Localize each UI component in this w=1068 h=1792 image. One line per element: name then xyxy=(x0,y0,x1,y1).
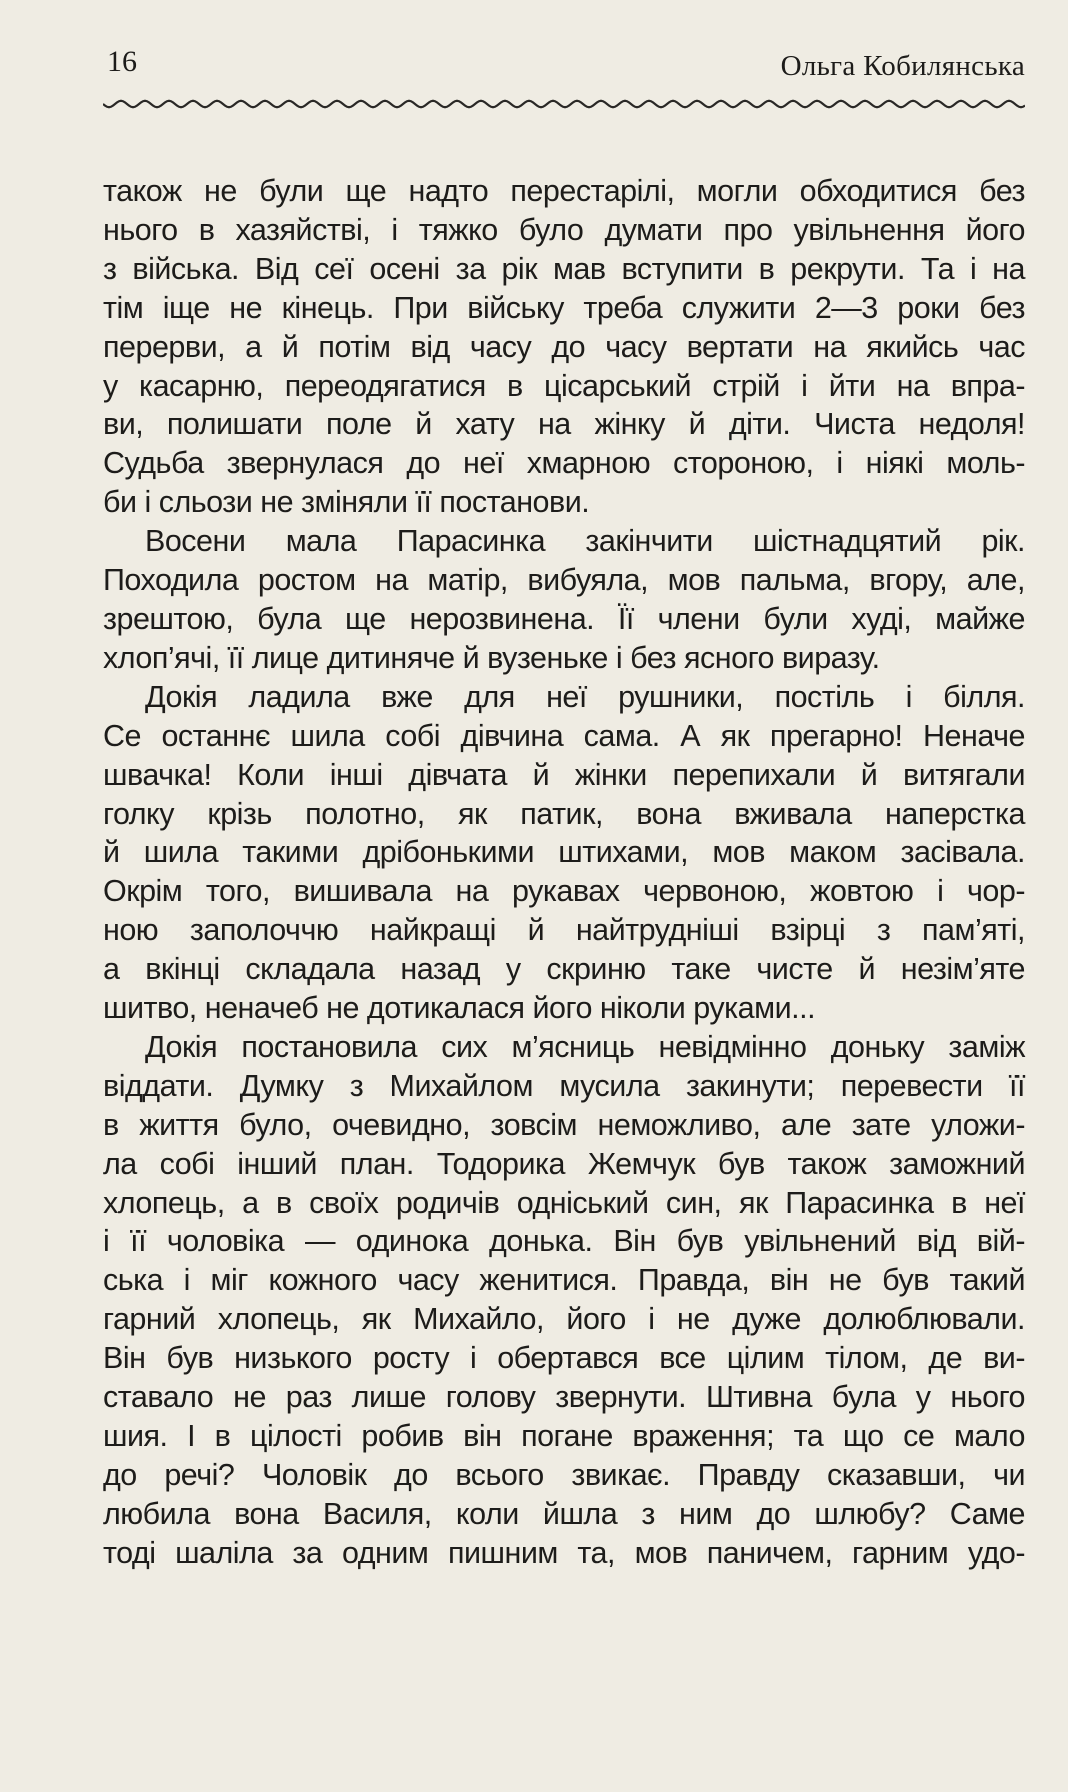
paragraph xyxy=(103,172,1025,522)
text-line: шитво, неначеб не дотикалася його ніколи руками... xyxy=(103,991,816,1026)
text-line: в життя було, очевидно, зовсім неможливо, але зате уложи- xyxy=(103,1107,1025,1142)
text-line: й шила такими дрібонькими штихами, мов маком засівала. xyxy=(103,835,1025,870)
text-line: гарний хлопець, як Михайло, його і не дуже долюблювали. xyxy=(103,1302,1025,1337)
text-line: Восени мала Парасинка закінчити шістнадцятий рік. xyxy=(145,524,1025,559)
body-text xyxy=(103,172,1025,1573)
text-line: ська і міг кожного часу женитися. Правда, він не був такий xyxy=(103,1263,1025,1298)
text-line: нього в хазяйстві, і тяжко було думати про увільнення його xyxy=(103,212,1025,247)
decorative-wave-rule xyxy=(103,92,1025,116)
text-line: тоді шаліла за одним пишним та, мов паничем, гарним удо- xyxy=(103,1535,1025,1570)
paragraph xyxy=(103,1028,1025,1573)
text-line: голку крізь полотно, як патик, вона вживала наперстка xyxy=(103,796,1025,831)
paragraph xyxy=(103,678,1025,1028)
text-line: хлопець, а в своїх родичів одніський син, як Парасинка в неї xyxy=(103,1185,1025,1220)
text-line: віддати. Думку з Михайлом мусила закинути; перевести її xyxy=(103,1068,1025,1103)
text-line: швачка! Коли інші дівчата й жінки перепихали й витягали xyxy=(103,757,1025,792)
text-line: тім іще не кінець. При війську треба служити 2—3 роки без xyxy=(103,290,1025,325)
page-number: 16 xyxy=(107,45,137,78)
text-line: любила вона Василя, коли йшла з ним до шлюбу? Саме xyxy=(103,1496,1025,1531)
paragraph xyxy=(103,522,1025,678)
text-line: Се останнє шила собі дівчина сама. А як прегарно! Неначе xyxy=(103,718,1025,753)
text-line: Окрім того, вишивала на рукавах червоною, жовтою і чор- xyxy=(103,874,1025,909)
text-line: шия. І в цілості робив він погане враження; та що се мало xyxy=(103,1419,1025,1453)
text-line: Докія постановила сих м’ясниць невідмінно доньку заміж xyxy=(145,1029,1025,1064)
text-line: ставало не раз лише голову звернути. Штивна була у нього xyxy=(103,1380,1025,1415)
text-line: зрештою, була ще нерозвинена. Її члени були худі, майже xyxy=(103,601,1025,636)
text-line: перерви, а й потім від часу до часу вертати на якийсь час xyxy=(103,329,1025,364)
text-line: ною заполоччю найкращі й найтрудніші взірці з пам’яті, xyxy=(103,913,1025,948)
text-line: хлоп’ячі, її лице дитиняче й вузеньке і без ясного виразу. xyxy=(103,640,880,675)
text-line: і її чоловіка — одинока донька. Він був увільнений від вій- xyxy=(103,1224,1025,1259)
text-line: з війська. Від сеї осені за рік мав вступити в рекрути. Та і на xyxy=(103,251,1025,286)
text-line: у касарню, переодягатися в цісарський стрій і йти на впра- xyxy=(103,368,1025,403)
text-line: а вкінці складала назад у скриню таке чисте й незім’яте xyxy=(103,952,1025,987)
text-line: до речі? Чоловік до всього звикає. Правду сказавши, чи xyxy=(103,1457,1025,1492)
text-line: Походила ростом на матір, вибуяла, мов пальма, вгору, але, xyxy=(103,563,1025,598)
text-line: би і сльози не зміняли її постанови. xyxy=(103,485,590,520)
text-line: Він був низького росту і обертався все цілим тілом, де ви- xyxy=(103,1341,1025,1376)
text-line: ви, полишати поле й хату на жінку й діти. Чиста недоля! xyxy=(103,407,1025,442)
text-line: ла собі інший план. Тодорика Жемчук був також заможний xyxy=(103,1146,1025,1181)
text-line: також не були ще надто перестарілі, могли обходитися без xyxy=(103,174,1025,208)
running-head-author: Ольга Кобилянська xyxy=(780,50,1025,82)
page-header xyxy=(103,42,1025,92)
text-line: Судьба звернулася до неї хмарною стороною, і ніякі моль- xyxy=(103,446,1025,481)
text-line: Докія ладила вже для неї рушники, постіль і білля. xyxy=(145,679,1025,714)
